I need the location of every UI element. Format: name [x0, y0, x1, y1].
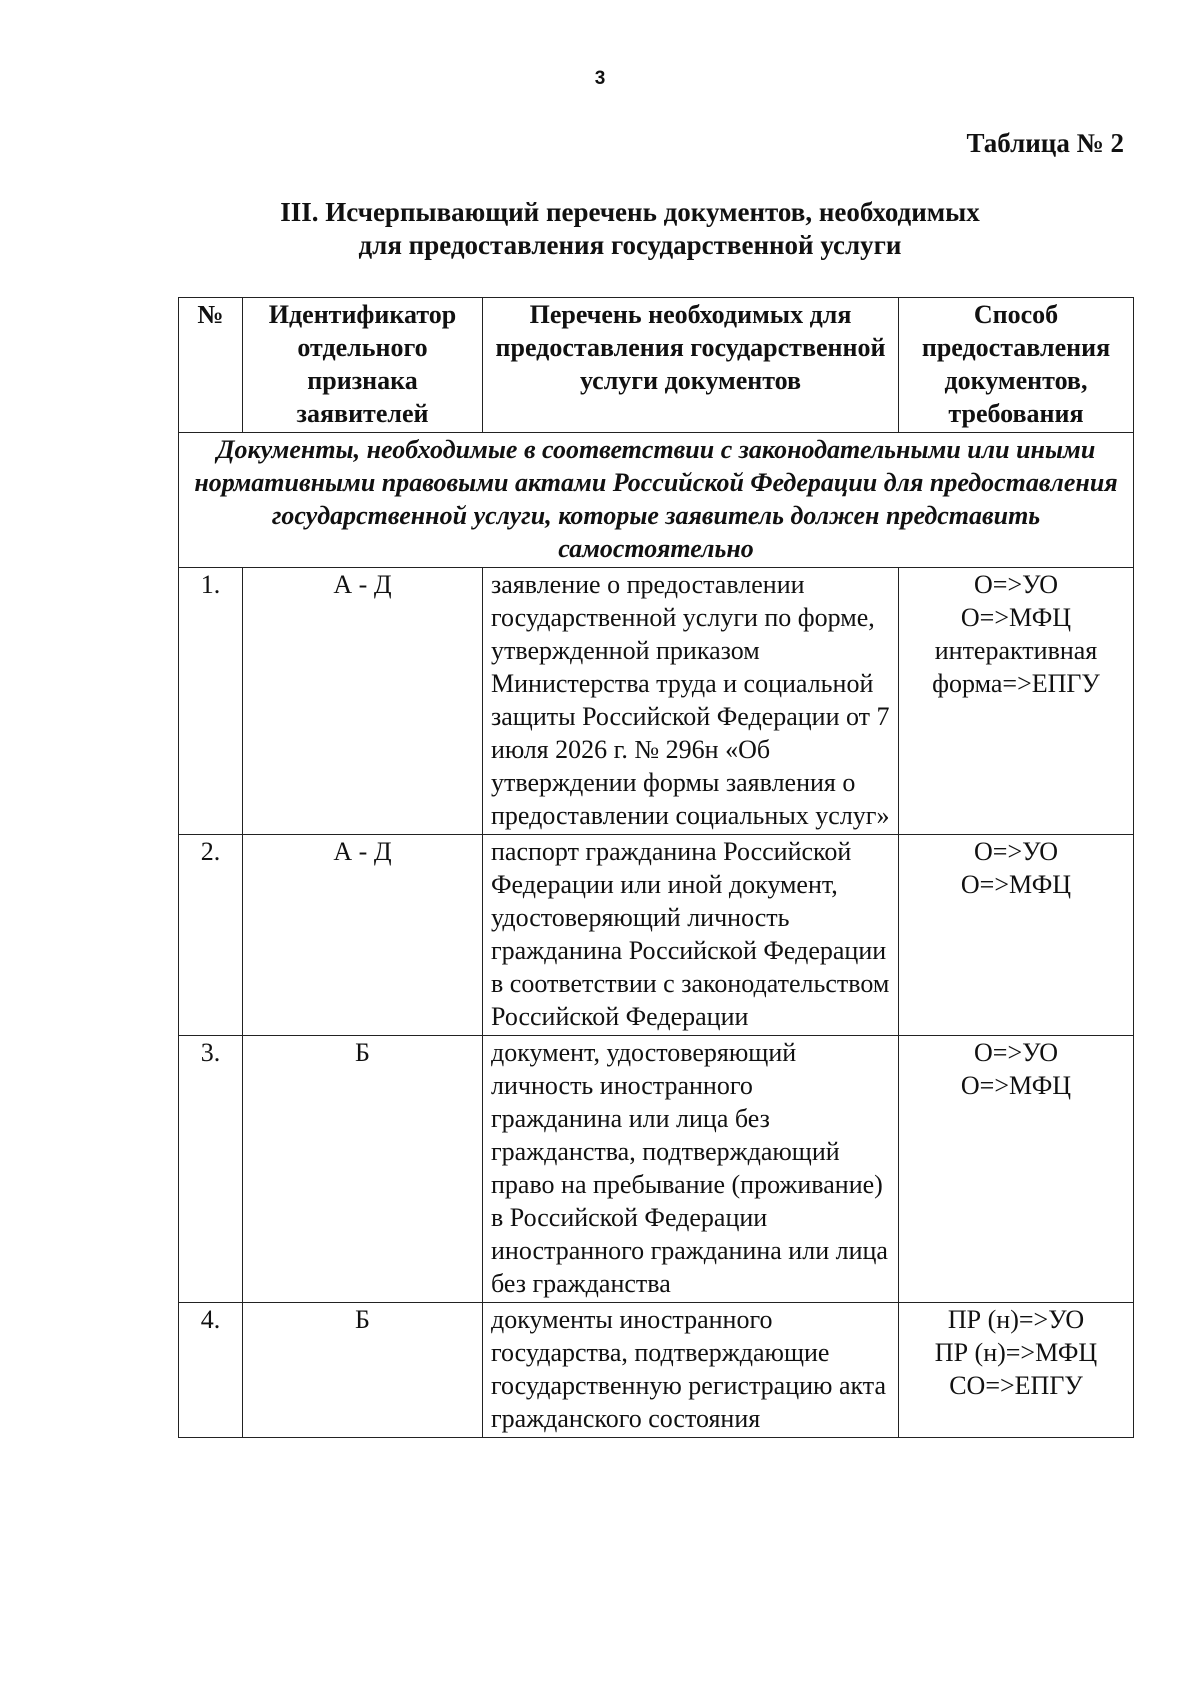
method-item: О=>УО — [974, 837, 1058, 866]
section-title-line-1: III. Исчерпывающий перечень документов, необходимых — [280, 197, 980, 227]
header-document-list: Перечень необходимых для предоставления государственной услуги документов — [483, 298, 899, 433]
method-item: интерактивная форма=>ЕПГУ — [932, 636, 1100, 698]
method-item: О=>УО — [974, 570, 1058, 599]
row-document: документ, удостоверяющий личность иностранного гражданина или лица без гражданства, подтверждающий право на пребывание (проживание) в Российской Федерации иностранного гражданина или лица без гражданства — [483, 1036, 899, 1303]
section-title — [230, 196, 1030, 262]
row-methods — [899, 835, 1134, 1036]
table-row — [179, 568, 1134, 835]
method-item: О=>УО — [974, 1038, 1058, 1067]
row-methods — [899, 568, 1134, 835]
table-header-row — [179, 298, 1134, 433]
documents-table — [178, 297, 1134, 1438]
row-identifier: Б — [243, 1303, 483, 1438]
table-row — [179, 1036, 1134, 1303]
row-number: 2. — [179, 835, 243, 1036]
header-number: № — [179, 298, 243, 433]
row-document: заявление о предоставлении государственной услуги по форме, утвержденной приказом Министерства труда и социальной защиты Российской Федерации от 7 июля 2026 г. № 296н «Об утверждении формы заявления о предоставлении социальных услуг» — [483, 568, 899, 835]
row-identifier: Б — [243, 1036, 483, 1303]
group-heading: Документы, необходимые в соответствии с законодательными или иными нормативными правовыми актами Российской Федерации для предоставления государственной услуги, которые заявитель должен представить самостоятельно — [179, 433, 1134, 568]
row-identifier: А - Д — [243, 835, 483, 1036]
table-label: Таблица № 2 — [966, 128, 1124, 158]
method-item: О=>МФЦ — [960, 870, 1072, 899]
method-item: О=>МФЦ — [960, 603, 1072, 632]
table-row — [179, 1303, 1134, 1438]
row-number: 4. — [179, 1303, 243, 1438]
method-item: СО=>ЕПГУ — [949, 1371, 1083, 1400]
row-identifier: А - Д — [243, 568, 483, 835]
header-submission-method: Способ предоставления документов, требования — [899, 298, 1134, 433]
method-item: О=>МФЦ — [960, 1071, 1072, 1100]
method-item: ПР (н)=>МФЦ — [934, 1338, 1098, 1367]
row-document: документы иностранного государства, подтверждающие государственную регистрацию акта гражданского состояния — [483, 1303, 899, 1438]
row-methods — [899, 1036, 1134, 1303]
method-item: ПР (н)=>УО — [947, 1305, 1085, 1334]
table-row — [179, 835, 1134, 1036]
row-methods — [899, 1303, 1134, 1438]
row-number: 3. — [179, 1036, 243, 1303]
group-row — [179, 433, 1134, 568]
section-title-line-2: для предоставления государственной услуги — [358, 230, 902, 260]
row-document: паспорт гражданина Российской Федерации или иной документ, удостоверяющий личность гражданина Российской Федерации в соответствии с законодательством Российской Федерации — [483, 835, 899, 1036]
row-number: 1. — [179, 568, 243, 835]
page-number: 3 — [594, 68, 606, 89]
header-identifier: Идентификатор отдельного признака заявителей — [243, 298, 483, 433]
